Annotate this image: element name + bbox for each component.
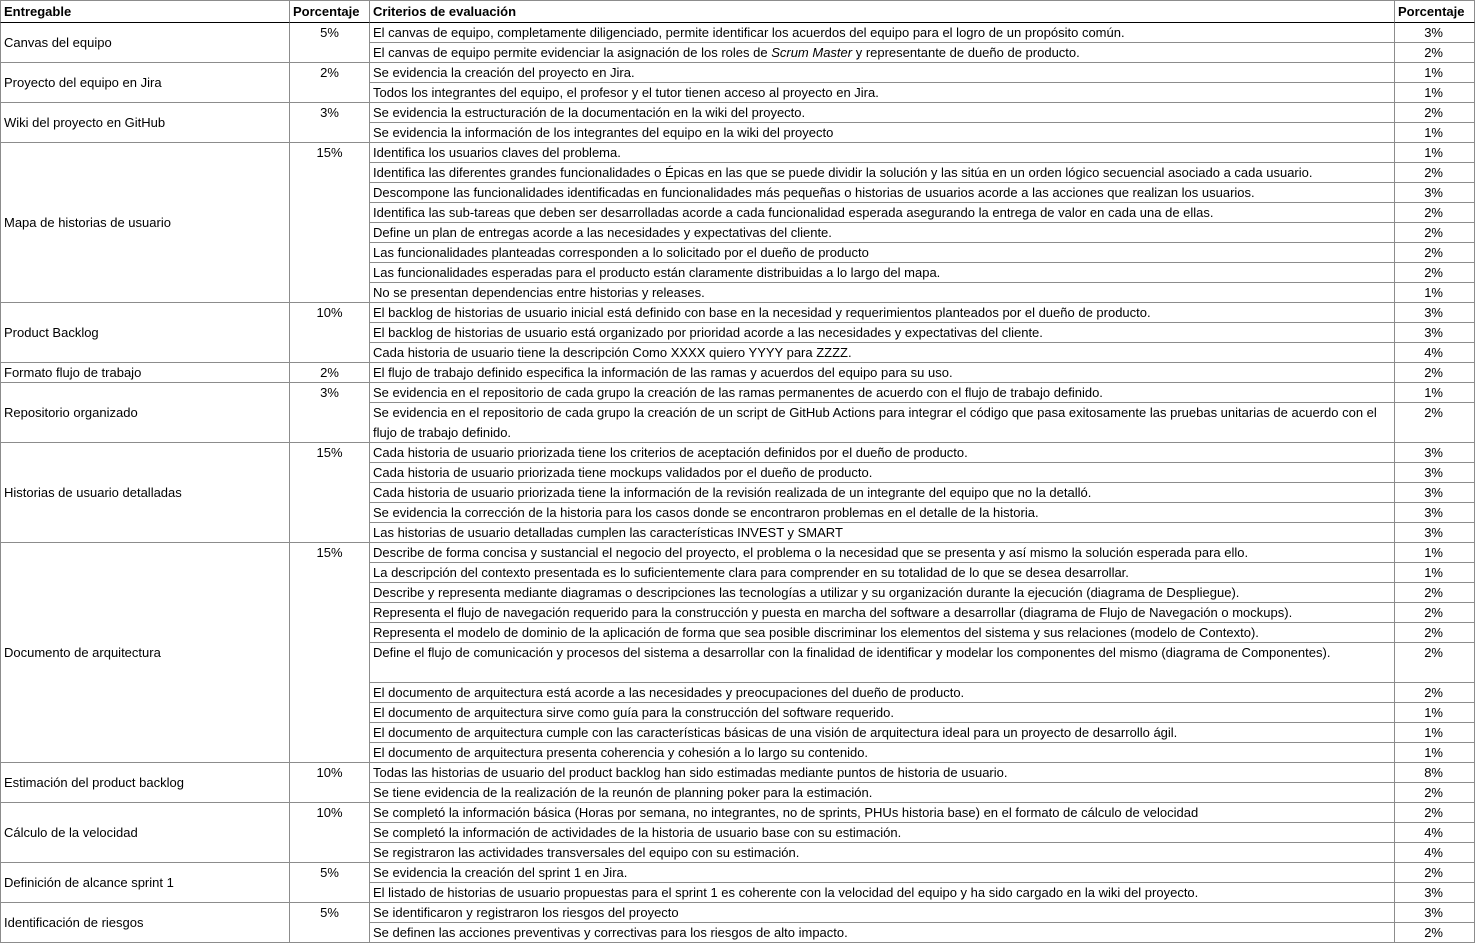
criterion-percentage: 2% [1395,683,1475,703]
criterion-text: Las historias de usuario detalladas cumplen las características INVEST y SMART [370,523,1395,543]
criterion-percentage: 2% [1395,623,1475,643]
criterion-percentage: 1% [1395,703,1475,723]
criterion-text: Se evidencia la información de los integrantes del equipo en la wiki del proyecto [370,123,1395,143]
criterion-text: Se evidencia la corrección de la historia para los casos donde se encontraron problemas en el detalle de la historia. [370,503,1395,523]
criterion-text: Las funcionalidades esperadas para el producto están claramente distribuidas a lo largo del mapa. [370,263,1395,283]
criterion-text: Define un plan de entregas acorde a las necesidades y expectativas del cliente. [370,223,1395,243]
criterion-percentage: 2% [1395,603,1475,623]
deliverable-name: Wiki del proyecto en GitHub [0,103,290,143]
criterion-percentage: 3% [1395,303,1475,323]
criterion-percentage: 2% [1395,263,1475,283]
deliverable-percentage: 3% [290,383,370,443]
deliverable-percentage: 15% [290,543,370,763]
criterion-percentage: 2% [1395,203,1475,223]
header-porcentaje: Porcentaje [290,0,370,23]
criterion-percentage: 2% [1395,243,1475,263]
criterion-percentage: 3% [1395,523,1475,543]
criterion-text: Se evidencia la creación del sprint 1 en Jira. [370,863,1395,883]
criterion-percentage: 2% [1395,223,1475,243]
criterion-text: Representa el modelo de dominio de la aplicación de forma que sea posible discriminar los elementos del sistema y sus relaciones (modelo de Contexto). [370,623,1395,643]
criterion-percentage: 3% [1395,183,1475,203]
criterion-percentage: 3% [1395,23,1475,43]
criterion-text: Se evidencia la estructuración de la documentación en la wiki del proyecto. [370,103,1395,123]
deliverable-percentage: 3% [290,103,370,143]
deliverable-name: Repositorio organizado [0,383,290,443]
deliverable-percentage: 5% [290,863,370,903]
criterion-percentage: 3% [1395,503,1475,523]
criterion-percentage: 3% [1395,323,1475,343]
criterion-text: Cada historia de usuario priorizada tiene mockups validados por el dueño de producto. [370,463,1395,483]
criterion-percentage: 1% [1395,83,1475,103]
criterion-percentage: 8% [1395,763,1475,783]
criterion-percentage: 2% [1395,43,1475,63]
criterion-text: Se registraron las actividades transversales del equipo con su estimación. [370,843,1395,863]
criterion-text: Identifica las diferentes grandes funcionalidades o Épicas en las que se puede dividir la solución y las sitúa en un orden lógico secuencial asociado a cada usuario. [370,163,1395,183]
criterion-text: La descripción del contexto presentada es lo suficientemente clara para comprender en su totalidad de lo que se desea desarrollar. [370,563,1395,583]
criterion-percentage: 2% [1395,923,1475,943]
deliverable-name: Documento de arquitectura [0,543,290,763]
criterion-percentage: 2% [1395,783,1475,803]
criterion-percentage: 2% [1395,583,1475,603]
criterion-text: El documento de arquitectura está acorde a las necesidades y preocupaciones del dueño de producto. [370,683,1395,703]
deliverable-percentage: 2% [290,363,370,383]
criterion-percentage: 3% [1395,483,1475,503]
criterion-percentage: 2% [1395,403,1475,443]
criterion-text: Cada historia de usuario tiene la descripción Como XXXX quiero YYYY para ZZZZ. [370,343,1395,363]
header-criterios: Criterios de evaluación [370,0,1395,23]
deliverable-percentage: 2% [290,63,370,103]
criterion-text: Define el flujo de comunicación y procesos del sistema a desarrollar con la finalidad de identificar y modelar los componentes del mismo (diagrama de Componentes). [370,643,1395,683]
criterion-percentage: 3% [1395,443,1475,463]
criterion-text: Describe y representa mediante diagramas o descripciones las tecnologías a utilizar y su organización durante la ejecución (diagrama de Despliegue). [370,583,1395,603]
deliverable-name: Identificación de riesgos [0,903,290,943]
criterion-percentage: 2% [1395,103,1475,123]
header-porcentaje-criterio: Porcentaje [1395,0,1475,23]
criterion-percentage: 1% [1395,63,1475,83]
criterion-percentage: 1% [1395,383,1475,403]
deliverable-percentage: 15% [290,143,370,303]
criterion-percentage: 1% [1395,143,1475,163]
criterion-percentage: 2% [1395,863,1475,883]
criterion-percentage: 4% [1395,843,1475,863]
criterion-percentage: 3% [1395,883,1475,903]
criterion-percentage: 2% [1395,163,1475,183]
deliverable-percentage: 5% [290,903,370,943]
deliverable-name: Formato flujo de trabajo [0,363,290,383]
deliverable-percentage: 10% [290,803,370,863]
deliverable-name: Mapa de historias de usuario [0,143,290,303]
deliverable-name: Cálculo de la velocidad [0,803,290,863]
criterion-text: El flujo de trabajo definido especifica la información de las ramas y acuerdos del equipo para su uso. [370,363,1395,383]
deliverable-name: Definición de alcance sprint 1 [0,863,290,903]
criterion-text: Identifica los usuarios claves del problema. [370,143,1395,163]
criterion-text: No se presentan dependencias entre historias y releases. [370,283,1395,303]
criterion-text: El backlog de historias de usuario inicial está definido con base en la necesidad y requerimientos planteados por el dueño de producto. [370,303,1395,323]
criterion-percentage: 1% [1395,123,1475,143]
criterion-text: Describe de forma concisa y sustancial el negocio del proyecto, el problema o la necesidad que se presenta y así mismo la solución esperada para ello. [370,543,1395,563]
criterion-percentage: 1% [1395,283,1475,303]
criterion-percentage: 2% [1395,803,1475,823]
criterion-text: Se tiene evidencia de la realización de la reunón de planning poker para la estimación. [370,783,1395,803]
criterion-text: El backlog de historias de usuario está organizado por prioridad acorde a las necesidades y expectativas del cliente. [370,323,1395,343]
criterion-text: El documento de arquitectura sirve como guía para la construcción del software requerido. [370,703,1395,723]
criterion-percentage: 2% [1395,643,1475,683]
criterion-text: Todas las historias de usuario del product backlog han sido estimadas mediante puntos de historia de usuario. [370,763,1395,783]
criterion-text: El canvas de equipo, completamente diligenciado, permite identificar los acuerdos del equipo para el logro de un propósito común. [370,23,1395,43]
deliverable-name: Proyecto del equipo en Jira [0,63,290,103]
criterion-text: Descompone las funcionalidades identificadas en funcionalidades más pequeñas o historias de usuarios acorde a las acciones que realizan los usuarios. [370,183,1395,203]
criterion-percentage: 3% [1395,903,1475,923]
criterion-percentage: 4% [1395,823,1475,843]
criterion-text: El documento de arquitectura presenta coherencia y cohesión a lo largo su contenido. [370,743,1395,763]
criterion-text: El listado de historias de usuario propuestas para el sprint 1 es coherente con la velocidad del equipo y ha sido cargado en la wiki del proyecto. [370,883,1395,903]
criterion-text: Se definen las acciones preventivas y correctivas para los riesgos de alto impacto. [370,923,1395,943]
criterion-text: Todos los integrantes del equipo, el profesor y el tutor tienen acceso al proyecto en Jira. [370,83,1395,103]
criterion-percentage: 4% [1395,343,1475,363]
criterion-text: Cada historia de usuario priorizada tiene los criterios de aceptación definidos por el dueño de producto. [370,443,1395,463]
criterion-text: Las funcionalidades planteadas corresponden a lo solicitado por el dueño de producto [370,243,1395,263]
deliverable-percentage: 5% [290,23,370,63]
criterion-text: Se completó la información básica (Horas por semana, no integrantes, no de sprints, PHUs historia base) en el formato de cálculo de velocidad [370,803,1395,823]
criterion-percentage: 1% [1395,543,1475,563]
criterion-text: Se evidencia la creación del proyecto en Jira. [370,63,1395,83]
criterion-text: Cada historia de usuario priorizada tiene la información de la revisión realizada de un integrante del equipo que no la detalló. [370,483,1395,503]
criterion-text: Se evidencia en el repositorio de cada grupo la creación de las ramas permanentes de acuerdo con el flujo de trabajo definido. [370,383,1395,403]
criterion-text: Se identificaron y registraron los riesgos del proyecto [370,903,1395,923]
criterion-percentage: 3% [1395,463,1475,483]
criterion-text: Representa el flujo de navegación requerido para la construcción y puesta en marcha del software a desarrollar (diagrama de Flujo de Navegación o mockups). [370,603,1395,623]
deliverable-name: Estimación del product backlog [0,763,290,803]
criterion-percentage: 1% [1395,723,1475,743]
header-entregable: Entregable [0,0,290,23]
deliverable-percentage: 10% [290,763,370,803]
criterion-percentage: 1% [1395,743,1475,763]
criterion-text: El canvas de equipo permite evidenciar la asignación de los roles de Scrum Master y representante de dueño de producto. [370,43,1395,63]
deliverable-percentage: 15% [290,443,370,543]
criterion-percentage: 1% [1395,563,1475,583]
criterion-text: Se evidencia en el repositorio de cada grupo la creación de un script de GitHub Actions para integrar el código que pasa exitosamente las pruebas unitarias de acuerdo con el flujo de trabajo definido. [370,403,1395,443]
deliverable-name: Canvas del equipo [0,23,290,63]
deliverable-name: Product Backlog [0,303,290,363]
criterion-percentage: 2% [1395,363,1475,383]
criterion-text: Identifica las sub-tareas que deben ser desarrolladas acorde a cada funcionalidad esperada asegurando la entrega de valor en cada una de ellas. [370,203,1395,223]
deliverable-name: Historias de usuario detalladas [0,443,290,543]
criterion-text: Se completó la información de actividades de la historia de usuario base con su estimación. [370,823,1395,843]
criterion-text: El documento de arquitectura cumple con las características básicas de una visión de arquitectura ideal para un proyecto de desarrollo ágil. [370,723,1395,743]
deliverable-percentage: 10% [290,303,370,363]
